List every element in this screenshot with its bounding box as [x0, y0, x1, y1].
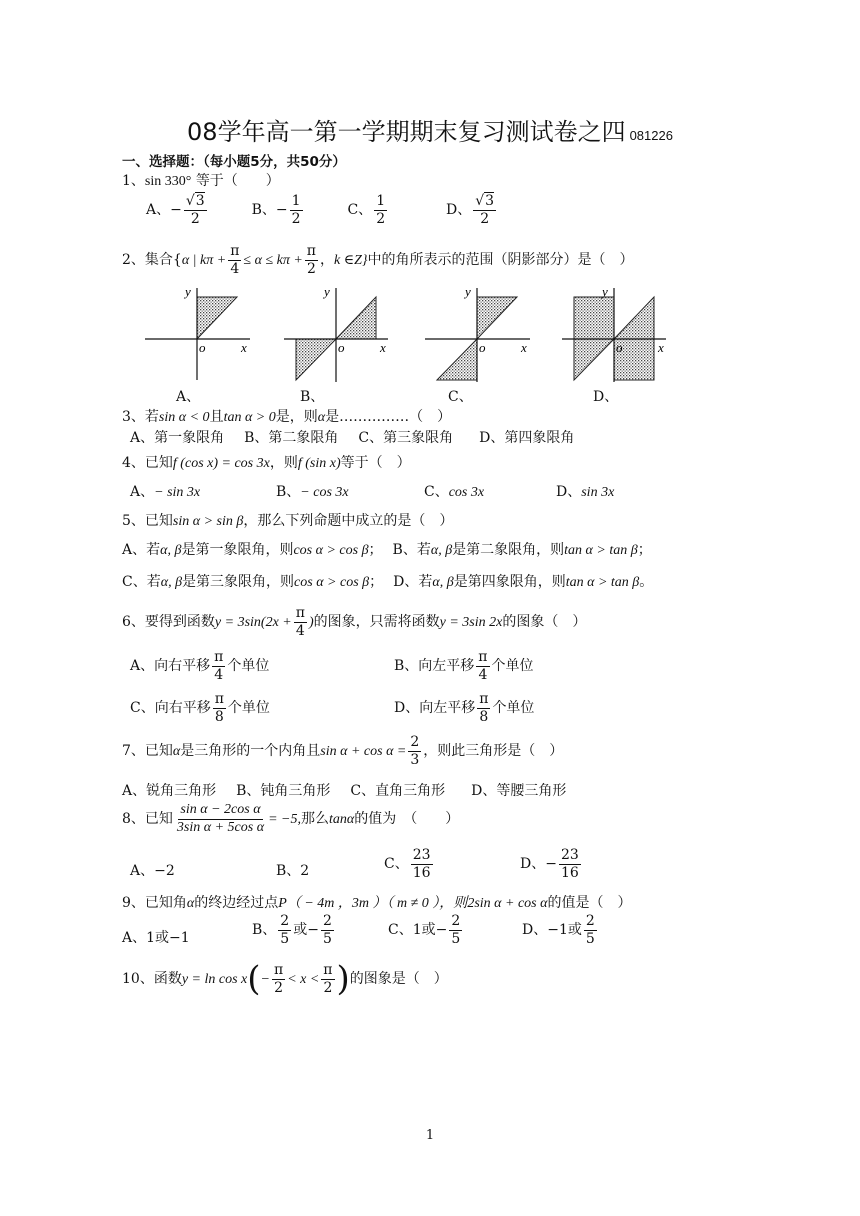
q4-option-b: B、− cos 3x [276, 484, 349, 500]
q5-option-d: D、若α, β是第四象限角，则tan α > tan β。 [393, 574, 654, 590]
q4-option-c: C、cos 3x [424, 484, 485, 500]
q5-options-cd [122, 571, 653, 591]
question-2: 2、集合{α | kπ + $\frac{\pi}{4}$ ≤ α ≤ kπ + $\frac{\pi}{2}$ ，k ∈Z}中的角所表示的范围（阴影部分）是（ ） [122, 243, 634, 277]
question-3: 3、若sin α < 0且tan α > 0是，则α是……………（ ） [122, 409, 452, 425]
q3-options [130, 427, 574, 447]
page-number: 1 [425, 1128, 435, 1143]
q2-figure-c [425, 284, 530, 382]
question-6: 6、要得到函数y = 3sin(2x + $\frac{\pi}{4}$ )的图象，只需将函数y = 3sin 2x的图象（ ） [122, 605, 587, 639]
q7-option-d: D、等腰三角形 [471, 783, 567, 799]
q1-option-a: A、− $\frac{√3}{2}$ [146, 193, 205, 227]
q8-option-d: D、− $\frac{23}{16}$ [520, 847, 579, 881]
q2-label-c: C、 [448, 389, 473, 405]
q7-option-a: A、锐角三角形 [122, 783, 217, 799]
page-title: 08学年高一第一学期期末复习测试卷之四 081226 [187, 118, 673, 146]
q8-option-b: B、2 [276, 863, 310, 879]
question-10: 10、函数y = ln cos x(− $\frac{\pi}{2}$ < x < $\frac{\pi}{2}$ )的图象是（ ） [122, 959, 448, 999]
q3-option-b: B、第二象限角 [244, 430, 339, 446]
q9-option-a: A、1或−1 [122, 930, 190, 946]
q5-option-c: C、若α, β是第三象限角，则cos α > cos β； [122, 574, 384, 590]
q2-d-o: o [616, 340, 623, 355]
q7-options [122, 780, 566, 800]
q8-option-c: C、 $\frac{23}{16}$ [384, 847, 431, 881]
q2-a-o: o [199, 340, 206, 355]
q4-option-a: A、− sin 3x [130, 484, 201, 500]
q6-option-b: B、向左平移 $\frac{\pi}{4}$ 个单位 [394, 649, 534, 683]
q7-option-b: B、钝角三角形 [236, 783, 331, 799]
question-8: 8、已知 $\frac{\text{sin α − 2cos α}}{\text{3sin α + 5cos α}}$ = −5,那么tanα的值为 （ ） [122, 802, 460, 835]
q5-option-b: B、若α, β是第二象限角，则tan α > tan β； [392, 542, 652, 558]
q2-c-y: y [465, 284, 471, 299]
q3-option-a: A、第一象限角 [130, 430, 225, 446]
q9-option-d: D、−1或 $\frac{2}{5}$ [522, 913, 595, 947]
q8-option-a: A、−2 [130, 863, 175, 879]
q2-label-d: D、 [593, 389, 619, 405]
q1-options [146, 194, 498, 226]
q5-options-ab [122, 539, 652, 559]
q2-a-x: x [241, 340, 247, 355]
q2-c-x: x [521, 340, 527, 355]
q6-option-a: A、向右平移 $\frac{\pi}{4}$ 个单位 [130, 649, 270, 683]
q2-figures [140, 282, 680, 386]
section-heading: 一、选择题：（每小题5分，共50分） [122, 154, 346, 170]
q2-b-y: y [324, 284, 330, 299]
q6-option-c: C、向右平移 $\frac{\pi}{8}$ 个单位 [130, 691, 270, 725]
q1-option-d: D、 $\frac{√3}{2}$ [446, 193, 495, 227]
q2-figure-b [284, 284, 388, 382]
question-7: 7、已知α是三角形的一个内角且sin α + cos α = $\frac{2}{3}$ ，则此三角形是（ ） [122, 734, 564, 768]
q2-d-x: x [658, 340, 664, 355]
q5-option-a: A、若α, β是第一象限角，则cos α > cos β； [122, 542, 383, 558]
q2-figure-a-shade [197, 297, 237, 339]
q2-b-o: o [338, 340, 345, 355]
q3-option-d: D、第四象限角 [479, 430, 575, 446]
q2-label-b: B、 [300, 389, 325, 405]
q9-option-b: B、 $\frac{2}{5}$ 或− $\frac{2}{5}$ [252, 913, 332, 947]
q9-option-c: C、1或− $\frac{2}{5}$ [388, 913, 461, 947]
q2-c-o: o [479, 340, 486, 355]
q1-option-c: C、 $\frac{1}{2}$ [347, 193, 386, 227]
question-1: 1、sin 330° 等于（ ） [122, 173, 280, 189]
question-9: 9、已知角α的终边经过点P（ − 4m ，3m ）（ m ≠ 0 ），则2sin α + cos α的值是（ ） [122, 895, 632, 911]
q4-options [130, 481, 200, 501]
q2-label-a: A、 [176, 389, 201, 405]
q3-option-c: C、第三象限角 [358, 430, 454, 446]
q2-a-y: y [185, 284, 191, 299]
q2-figure-a [145, 284, 250, 380]
q4-option-d: D、sin 3x [556, 484, 615, 500]
question-4: 4、已知f (cos x) = cos 3x，则f (sin x)等于（ ） [122, 455, 411, 471]
q1-option-b: B、− $\frac{1}{2}$ [251, 193, 301, 227]
q2-d-y: y [602, 284, 608, 299]
q6-option-d: D、向左平移 $\frac{\pi}{8}$ 个单位 [394, 691, 535, 725]
q7-option-c: C、直角三角形 [350, 783, 446, 799]
q2-b-x: x [380, 340, 386, 355]
question-5: 5、已知sin α > sin β，那么下列命题中成立的是（ ） [122, 513, 454, 529]
q2-figure-d [562, 284, 666, 382]
title-code: 081226 [629, 128, 673, 143]
